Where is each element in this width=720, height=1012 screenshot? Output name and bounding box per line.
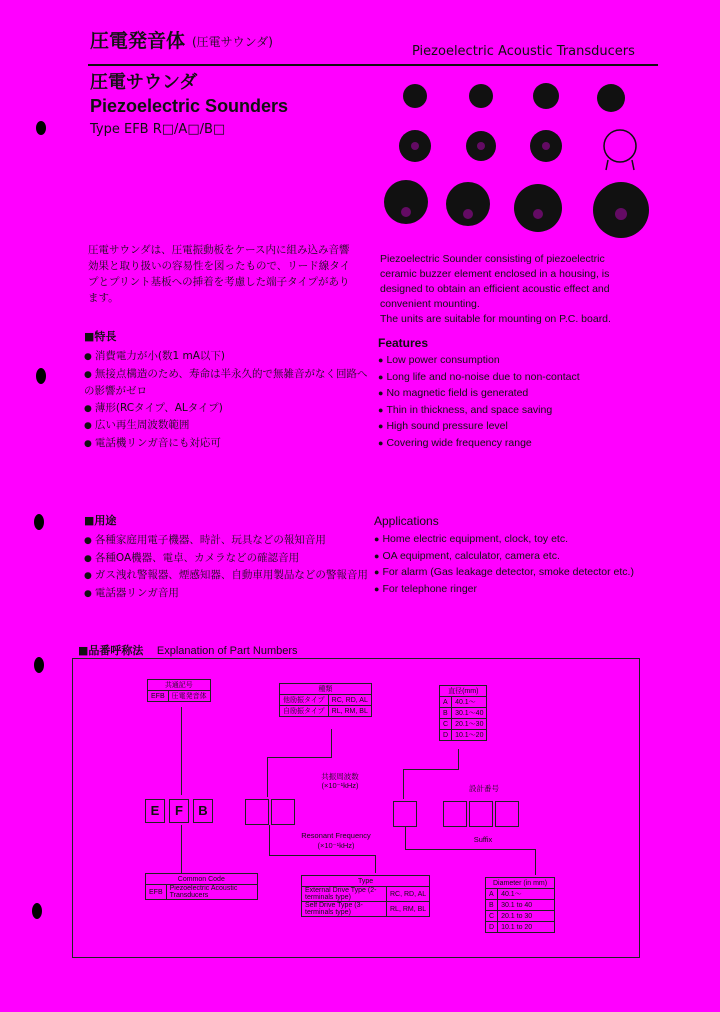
common-code-en-head: Common Code — [146, 874, 258, 885]
connector-line — [403, 769, 404, 799]
suffix-code-box — [495, 801, 519, 827]
description-en — [380, 252, 652, 327]
common-code-en-code: EFB — [146, 885, 167, 900]
common-code-en-table — [145, 873, 258, 900]
features-jp — [84, 328, 370, 452]
suffix-jp: 設計番号 — [469, 784, 499, 793]
product-photo — [376, 74, 666, 244]
diameter-jp-code: C — [440, 719, 452, 730]
application-en-item: ● For alarm (Gas leakage detector, smoke detector etc.) — [374, 564, 658, 581]
type-jp-codes: RC, RD, AL — [328, 695, 371, 706]
type-en-label: External Drive Type (2-terminals type) — [302, 887, 387, 902]
connector-line — [269, 825, 270, 855]
punch-hole — [32, 903, 42, 919]
part-number-diagram — [72, 658, 640, 958]
header-title: 圧電発音体 — [90, 30, 186, 52]
sounder-terminal-type — [604, 130, 636, 162]
common-code-jp-desc: 圧電発音体 — [168, 691, 210, 702]
sounder-small-2 — [469, 84, 493, 108]
description-en-line: The units are suitable for mounting on P.C. board. — [380, 313, 611, 325]
description-en-line: Piezoelectric Sounder consisting of piezoelectric — [380, 253, 605, 265]
product-title-en: Piezoelectric Sounders — [90, 96, 289, 116]
diameter-jp-code: B — [440, 708, 452, 719]
header-right-title: Piezoelectric Acoustic Transducers — [412, 44, 635, 59]
diameter-en-code: D — [486, 922, 498, 933]
description-en-line: ceramic buzzer element enclosed in a housing, is — [380, 268, 610, 280]
feature-jp-item: ● 無接点構造のため、寿命は半永久的で無雑音がなく回路への影響がゼロ — [84, 366, 370, 400]
application-jp-item: ● ガス洩れ警報器、煙感知器、自動車用製品などの警報音用 — [84, 567, 370, 585]
part-numbers-heading-jp: ■品番呼称法 — [78, 644, 144, 657]
type-jp-head: 種類 — [280, 684, 372, 695]
type-jp-table — [279, 683, 372, 717]
connector-line — [375, 855, 376, 873]
diameter-en-head: Diameter (in mm) — [486, 878, 555, 889]
type-code-box — [245, 799, 269, 825]
type-jp-label: 他励振タイプ — [280, 695, 329, 706]
connector-line — [267, 757, 332, 758]
connector-line — [403, 769, 459, 770]
suffix-code-box — [443, 801, 467, 827]
type-jp-label: 自励振タイプ — [280, 706, 329, 717]
common-code-en-desc: Piezoelectric Acoustic Transducers — [166, 885, 257, 900]
punch-hole — [36, 121, 46, 135]
diameter-en-table — [485, 877, 555, 933]
sounder-small-3 — [533, 83, 559, 109]
applications-jp — [84, 512, 370, 602]
type-en-table — [301, 875, 430, 917]
part-numbers-heading-en: Explanation of Part Numbers — [156, 645, 298, 657]
feature-en-item: ● Low power consumption — [378, 352, 658, 369]
punch-hole — [34, 514, 44, 530]
feature-en-item: ● No magnetic field is generated — [378, 385, 658, 402]
resonant-frequency-unit: (×10⁻¹kHz) — [321, 781, 359, 790]
diameter-en-code: B — [486, 900, 498, 911]
header-subtitle: (圧電サウンダ) — [192, 35, 273, 49]
diameter-en-code: C — [486, 911, 498, 922]
common-code-jp-code: EFB — [148, 691, 169, 702]
punch-hole — [34, 657, 44, 673]
common-code-jp-table — [147, 679, 211, 702]
description-en-line: designed to obtain an efficient acoustic effect and — [380, 283, 610, 295]
application-en-item: ● For telephone ringer — [374, 581, 658, 598]
diameter-jp-range: 40.1〜 — [452, 697, 487, 708]
diameter-jp-range: 10.1〜20 — [452, 730, 487, 741]
diameter-jp-code: A — [440, 697, 452, 708]
connector-line — [405, 827, 406, 849]
connector-line — [269, 855, 375, 856]
diameter-jp-table — [439, 685, 487, 741]
applications-jp-heading: ■用途 — [84, 514, 117, 527]
sounder-large-1 — [384, 180, 428, 224]
code-box-b: B — [193, 799, 213, 823]
applications-en — [374, 514, 658, 597]
header-rule — [88, 64, 658, 66]
sounder-large-3 — [514, 184, 562, 232]
application-en-item: ● OA equipment, calculator, camera etc. — [374, 548, 658, 565]
code-box-f: F — [169, 799, 189, 823]
connector-line — [181, 707, 182, 795]
diameter-en-range: 20.1 to 30 — [498, 911, 555, 922]
feature-jp-item: ● 広い再生周波数範囲 — [84, 417, 370, 435]
feature-jp-item: ● 消費電力が小(数1 mA以下) — [84, 348, 370, 366]
application-jp-item: ● 電話器リンガ音用 — [84, 585, 370, 603]
diameter-code-box — [393, 801, 417, 827]
resonant-frequency-en: Resonant Frequency — [301, 831, 371, 840]
description-en-line: convenient mounting. — [380, 298, 480, 310]
resonant-frequency-unit-en: (×10⁻¹kHz) — [317, 841, 355, 850]
sounder-small-1 — [403, 84, 427, 108]
type-en-head: Type — [302, 876, 430, 887]
diameter-jp-code: D — [440, 730, 452, 741]
product-title-jp: 圧電サウンダ — [90, 72, 198, 93]
part-numbers-heading — [78, 642, 298, 658]
sounder-small-4 — [597, 84, 625, 112]
type-en-label: Self Drive Type (3-terminals type) — [302, 902, 387, 917]
connector-line — [535, 849, 536, 875]
feature-jp-item: ● 電話機リンガ音にも対応可 — [84, 435, 370, 453]
connector-line — [331, 729, 332, 757]
feature-en-item: ● Long life and no-noise due to non-contact — [378, 369, 658, 386]
type-en-codes: RC, RD, AL — [387, 887, 430, 902]
diameter-en-range: 30.1 to 40 — [498, 900, 555, 911]
diameter-jp-range: 20.1〜30 — [452, 719, 487, 730]
features-jp-heading: ■特長 — [84, 330, 117, 343]
product-type-line: Type EFB R□/A□/B□ — [90, 122, 226, 137]
applications-en-heading: Applications — [374, 514, 439, 528]
type-en-codes: RL, RM, BL — [387, 902, 430, 917]
connector-line — [405, 849, 535, 850]
punch-hole — [36, 368, 46, 384]
diameter-jp-range: 30.1〜40 — [452, 708, 487, 719]
feature-en-item: ● High sound pressure level — [378, 418, 658, 435]
feature-en-item: ● Thin in thickness, and space saving — [378, 402, 658, 419]
features-en — [378, 336, 658, 451]
code-box-e: E — [145, 799, 165, 823]
suffix-en: Suffix — [473, 835, 493, 844]
type-jp-codes: RL, RM, BL — [328, 706, 371, 717]
sounder-large-2 — [446, 182, 490, 226]
connector-line — [181, 825, 182, 873]
application-en-item: ● Home electric equipment, clock, toy etc. — [374, 531, 658, 548]
type-code-box — [271, 799, 295, 825]
common-code-jp-head: 共通記号 — [148, 680, 211, 691]
feature-en-item: ● Covering wide frequency range — [378, 435, 658, 452]
application-jp-item: ● 各種家庭用電子機器、時計、玩具などの報知音用 — [84, 532, 370, 550]
suffix-code-box — [469, 801, 493, 827]
application-jp-item: ● 各種OA機器、電卓、カメラなどの確認音用 — [84, 550, 370, 568]
features-en-heading: Features — [378, 336, 429, 350]
connector-line — [458, 749, 459, 769]
connector-line — [267, 757, 268, 797]
resonant-frequency-jp: 共振周波数 — [321, 772, 359, 781]
diameter-en-range: 10.1 to 20 — [498, 922, 555, 933]
diameter-en-range: 40.1〜 — [498, 889, 555, 900]
diameter-en-code: A — [486, 889, 498, 900]
description-jp: 圧電サウンダは、圧電振動板をケース内に組み込み音響効果と取り扱いの容易性を図ったもので、リード線タイプとプリント基板への挿着を考慮した端子タイプがあります。 — [88, 244, 351, 304]
diameter-jp-head: 直径(mm) — [440, 686, 487, 697]
feature-jp-item: ● 薄形(RCタイプ、ALタイプ) — [84, 400, 370, 418]
